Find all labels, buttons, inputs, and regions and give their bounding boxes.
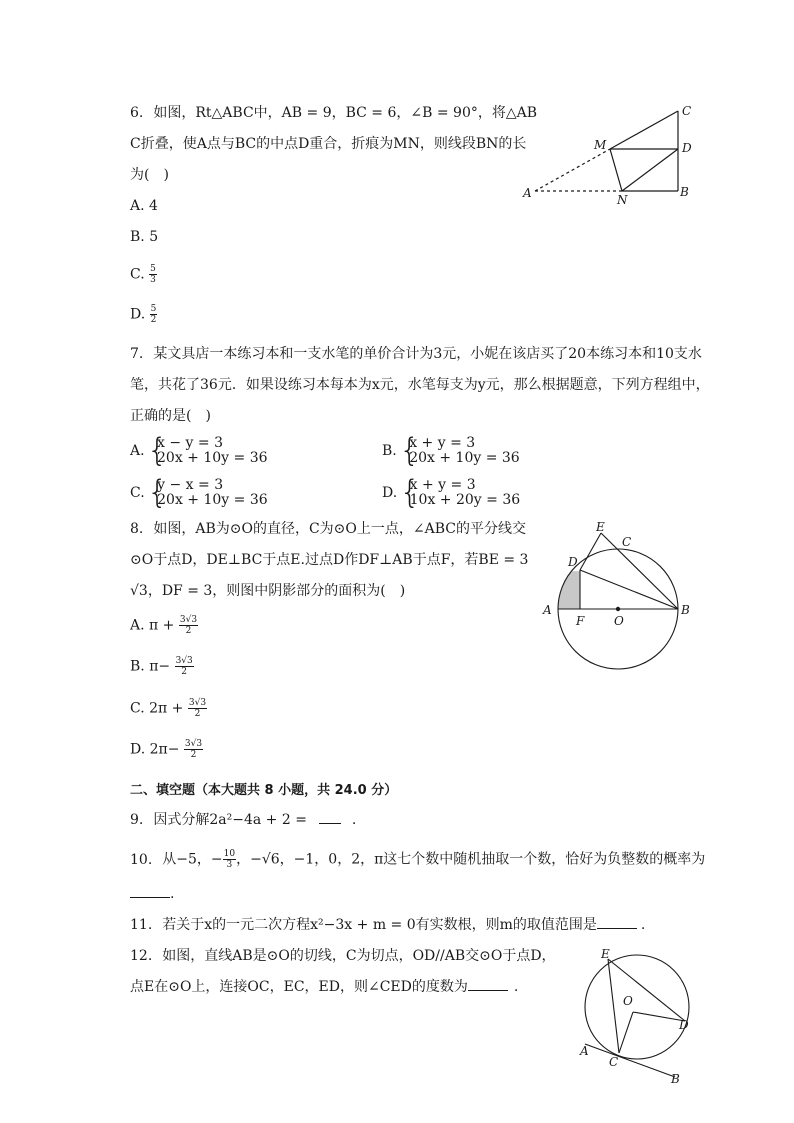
q12-text-2: 点E在⊙O上，连接OC，EC，ED，则∠CED的度数为 <box>130 979 468 995</box>
q10-text-pre: 从−5，− <box>162 851 223 868</box>
q6-option-a[interactable]: A. 4 <box>130 198 158 214</box>
q8-option-a-label: A. π + <box>130 617 175 634</box>
q8-text-1: 如图，AB为⊙O的直径，C为⊙O上一点，∠ABC的平分线交 <box>153 521 526 537</box>
section-2-heading: 二、填空题（本大题共 8 小题，共 24.0 分） <box>130 783 398 798</box>
q6-option-b[interactable]: B. 5 <box>130 229 159 245</box>
q8-figure <box>538 518 698 673</box>
q8-label-c: C <box>622 535 632 549</box>
q12-label-b: B <box>671 1072 680 1086</box>
q6-figure <box>520 102 700 207</box>
q9-line <box>130 811 356 829</box>
q12-text-1: 如图，直线AB是⊙O的切线，C为切点，OD//AB交⊙O于点D， <box>162 948 556 964</box>
q12-label-d: D <box>679 1018 689 1032</box>
q11-number: 11. <box>130 917 153 933</box>
q8-label-a: A <box>543 603 552 617</box>
q7-option-d-system: { x + y = 3 10x + 20y = 36 <box>402 478 521 508</box>
q9-number: 9. <box>130 812 144 828</box>
q8-line3: √3，DF = 3，则图中阴影部分的面积为( ) <box>130 583 406 599</box>
q10-number: 10. <box>130 851 153 868</box>
q6-label-d: D <box>682 141 692 155</box>
q7-text-1: 某文具店一本练习本和一支水笔的单价合计为3元，小妮在该店买了20本练习本和10支水 <box>153 346 702 362</box>
q12-line1 <box>130 947 556 965</box>
q6-label-a: A <box>523 186 532 200</box>
q6-line2: C折叠，使A点与BC的中点D重合，折痕为MN，则线段BN的长 <box>130 136 527 152</box>
q11-period: . <box>640 917 646 933</box>
q9-period: . <box>351 812 357 828</box>
q7-number: 7. <box>130 346 144 362</box>
q7-option-c[interactable] <box>130 478 268 508</box>
q10-period: . <box>170 886 175 902</box>
q7-option-a[interactable] <box>130 436 268 466</box>
q12-answer-blank[interactable] <box>468 990 508 991</box>
q8-option-c-label: C. 2π + <box>130 700 184 717</box>
q7-line2: 笔，共花了36元．如果设练习本每本为x元，水笔每支为y元，那么根据题意，下列方程组中， <box>130 377 710 393</box>
q8-label-o: O <box>614 614 624 628</box>
q11-line <box>130 916 645 934</box>
q8-option-b-fraction: $\frac{3√3}{2}$ <box>175 656 193 677</box>
q10-text-post: ，−√6，−1，0，2，π这七个数中随机抽取一个数，恰好为负整数的概率为 <box>236 851 706 868</box>
q6-label-n: N <box>617 193 628 207</box>
q7-option-d[interactable] <box>382 478 520 508</box>
q12-label-c: C <box>609 1055 619 1069</box>
q7-option-b[interactable] <box>382 436 520 466</box>
q10-line1 <box>130 849 705 870</box>
q12-label-a: A <box>580 1044 589 1058</box>
q10-fraction: $\frac{10}{3}$ <box>223 849 236 870</box>
q12-figure <box>575 945 705 1090</box>
q6-number: 6. <box>130 105 144 121</box>
q6-option-d-label: D. <box>130 306 146 323</box>
q7-option-c-label: C. <box>130 485 145 501</box>
q6-label-m: M <box>594 138 607 152</box>
q11-text: 若关于x的一元二次方程x²−3x + m = 0有实数根，则m的取值范围是 <box>162 917 597 933</box>
q8-number: 8. <box>130 521 144 537</box>
q8-option-c[interactable] <box>130 698 207 719</box>
q8-label-d: D <box>568 555 578 569</box>
q8-option-c-fraction: $\frac{3√3}{2}$ <box>188 698 207 719</box>
q7-option-d-label: D. <box>382 485 398 501</box>
q8-option-d-fraction: $\frac{3√3}{2}$ <box>184 739 203 760</box>
q6-option-c[interactable] <box>130 264 157 285</box>
q8-option-a-fraction: $\frac{3√3}{2}$ <box>179 615 198 636</box>
q8-line2: ⊙O于点D，DE⊥BC于点E.过点D作DF⊥AB于点F，若BE = 3 <box>130 552 529 568</box>
q8-label-e: E <box>596 520 605 534</box>
q11-answer-blank[interactable] <box>597 928 637 929</box>
q7-option-a-system: { x − y = 3 20x + 10y = 36 <box>149 436 268 466</box>
q6-label-b: B <box>680 185 689 199</box>
q9-answer-blank[interactable] <box>319 823 341 824</box>
q8-option-d[interactable] <box>130 739 203 760</box>
q7-option-b-system: { x + y = 3 20x + 10y = 36 <box>401 436 520 466</box>
q8-option-b-label: B. π− <box>130 658 171 675</box>
q8-option-a[interactable] <box>130 615 198 636</box>
q12-period: . <box>513 979 519 995</box>
q7-line3: 正确的是( ) <box>130 408 211 424</box>
q8-option-b[interactable] <box>130 656 194 677</box>
q12-label-e: E <box>601 947 610 961</box>
q9-text: 因式分解2a²−4a + 2 = <box>153 812 307 828</box>
q7-option-a-label: A. <box>130 443 145 459</box>
q6-option-d[interactable] <box>130 304 157 325</box>
q12-label-o: O <box>623 994 633 1008</box>
q6-text-1: 如图，Rt△ABC中，AB = 9，BC = 6，∠B = 90°，将△AB <box>153 105 538 121</box>
q8-option-d-label: D. 2π− <box>130 741 180 758</box>
q6-label-c: C <box>682 104 692 118</box>
q7-line1 <box>130 345 702 363</box>
q10-answer-blank[interactable] <box>130 897 170 898</box>
q7-option-c-system: { y − x = 3 20x + 10y = 36 <box>149 478 268 508</box>
q6-line3: 为( ) <box>130 167 169 183</box>
q12-number: 12. <box>130 948 153 964</box>
q7-option-b-label: B. <box>382 443 397 459</box>
q8-line1 <box>130 520 526 538</box>
q8-label-b: B <box>681 603 690 617</box>
q12-line2 <box>130 978 518 996</box>
q8-label-f: F <box>576 614 585 628</box>
q6-option-c-fraction: $\frac{5}{3}$ <box>150 264 156 285</box>
q6-line1 <box>130 104 537 122</box>
q6-option-c-label: C. <box>130 266 145 283</box>
q10-line2 <box>130 885 174 903</box>
q6-option-d-fraction: $\frac{5}{2}$ <box>150 304 157 325</box>
